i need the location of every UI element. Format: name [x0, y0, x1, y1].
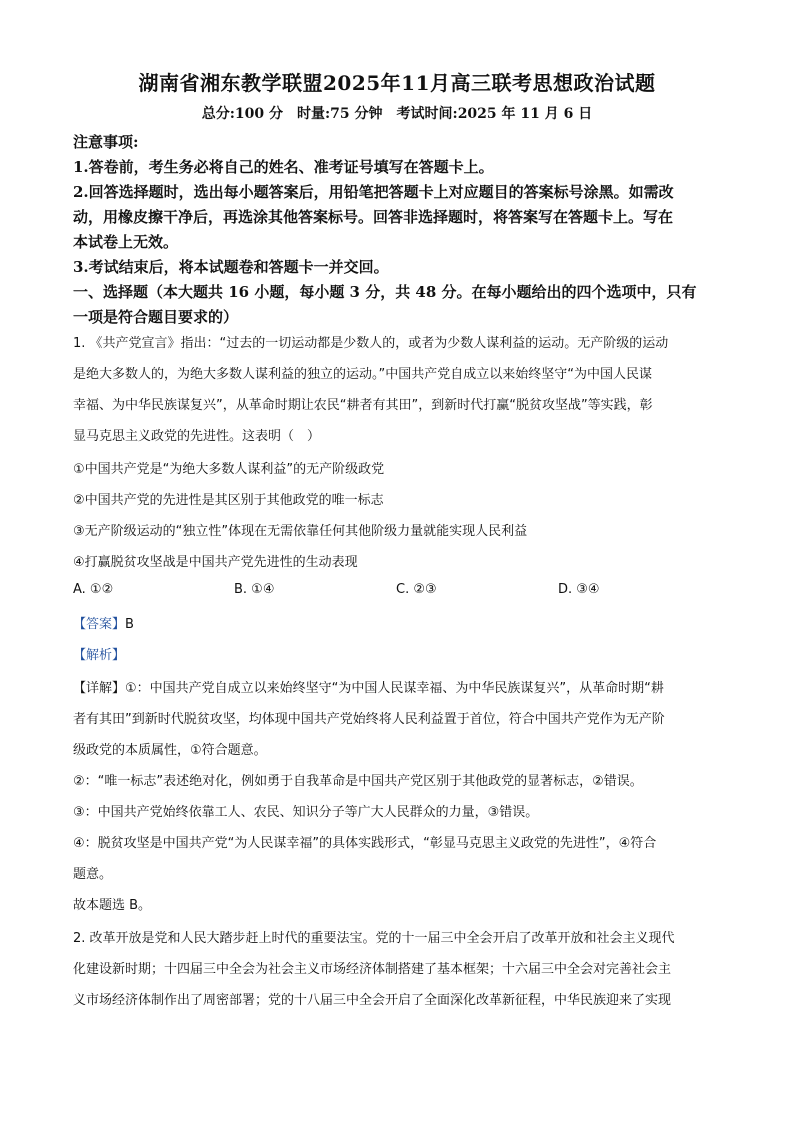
exam-title: 湖南省湘东教学联盟2025年11月高三联考思想政治试题 [138, 71, 656, 95]
exam-meta: 总分:100 分 时量:75 分钟 考试时间:2025 年 11 月 6 日 [201, 106, 593, 122]
notice-item-1: 1.答卷前，考生务必将自己的姓名、准考证号填写在答题卡上。 [73, 158, 494, 176]
q1-detail-line-2: 者有其田”到新时代脱贫攻坚，均体现中国共产党始终将人民利益置于首位，符合中国共产党作为无产阶 [73, 712, 665, 727]
q1-stem-line-3: 幸福、为中华民族谋复兴”，从革命时期让农民“耕者有其田”，到新时代打赢“脱贫攻坚战”等实践，彰 [73, 398, 653, 413]
q2-stem-line-3: 义市场经济体制作出了周密部署；党的十八届三中全会开启了全面深化改革新征程，中华民族迎来了实现 [73, 993, 672, 1008]
q1-analysis-tag: 【解析】 [73, 648, 126, 663]
notice-item-2-line-3: 本试卷上无效。 [73, 233, 179, 251]
q1-options [73, 582, 723, 602]
q1-statement-3: ③无产阶级运动的“独立性”体现在无需依靠任何其他阶级力量就能实现人民利益 [73, 524, 528, 539]
answer-tag: 【答案】 [73, 617, 126, 632]
notice-item-2-line-1: 2.回答选择题时，选出每小题答案后，用铅笔把答题卡上对应题目的答案标号涂黑。如需改 [73, 183, 674, 201]
q2-stem-line-1: 2. 改革开放是党和人民大踏步赶上时代的重要法宝。党的十一届三中全会开启了改革开放和社会主义现代 [73, 931, 675, 946]
q2-stem-line-2: 化建设新时期；十四届三中全会为社会主义市场经济体制搭建了基本框架；十六届三中全会对完善社会主 [73, 962, 672, 977]
q1-detail-line-4: ②：“唯一标志”表述绝对化，例如勇于自我革命是中国共产党区别于其他政党的显著标志，②错误。 [73, 774, 643, 789]
q1-stem-line-4: 显马克思主义政党的先进性。这表明（ ） [73, 429, 321, 444]
section-heading-line-2: 一项是符合题目要求的） [73, 308, 239, 326]
q1-option-a: A. ①② [73, 582, 114, 597]
q1-stem-line-1: 1. 《共产党宣言》指出：“过去的一切运动都是少数人的，或者为少数人谋利益的运动。无产阶级的运动 [73, 336, 669, 351]
notice-item-3: 3.考试结束后，将本试题卷和答题卡一并交回。 [73, 258, 389, 276]
answer-value: B [125, 617, 134, 632]
q1-detail-line-3: 级政党的本质属性，①符合题意。 [73, 743, 267, 758]
q1-option-b: B. ①④ [234, 582, 275, 597]
q1-statement-1: ①中国共产党是“为绝大多数人谋利益”的无产阶级政党 [73, 462, 385, 477]
detail-tag: 【详解】 [73, 681, 126, 696]
q1-detail-line-5: ③：中国共产党始终依靠工人、农民、知识分子等广大人民群众的力量，③错误。 [73, 805, 539, 820]
q1-detail-line-7: 题意。 [73, 867, 113, 882]
q1-option-c: C. ②③ [396, 582, 437, 597]
q1-statement-4: ④打赢脱贫攻坚战是中国共产党先进性的生动表现 [73, 555, 358, 570]
q1-detail-line-6: ④：脱贫攻坚是中国共产党“为人民谋幸福”的具体实践形式，“彰显马克思主义政党的先进性”，④符合 [73, 836, 657, 851]
notice-item-2-line-2: 动，用橡皮擦干净后，再选涂其他答案标号。回答非选择题时，将答案写在答题卡上。写在 [73, 208, 674, 226]
q1-detail-line-1 [73, 677, 723, 696]
q1-statement-2: ②中国共产党的先进性是其区别于其他政党的唯一标志 [73, 493, 384, 508]
q1-answer [73, 613, 723, 632]
section-heading-line-1: 一、选择题（本大题共 16 小题，每小题 3 分，共 48 分。在每小题给出的四个选项中，只有 [73, 283, 697, 301]
q1-conclusion: 故本题选 B。 [73, 898, 152, 913]
q1-option-d: D. ③④ [558, 582, 600, 597]
q1-stem-line-2: 是绝大多数人的，为绝大多数人谋利益的独立的运动。”中国共产党自成立以来始终坚守“为中国人民谋 [73, 367, 652, 382]
notice-heading: 注意事项: [73, 133, 139, 151]
detail-text-1: ①：中国共产党自成立以来始终坚守“为中国人民谋幸福、为中华民族谋复兴”，从革命时期“耕 [125, 681, 664, 696]
